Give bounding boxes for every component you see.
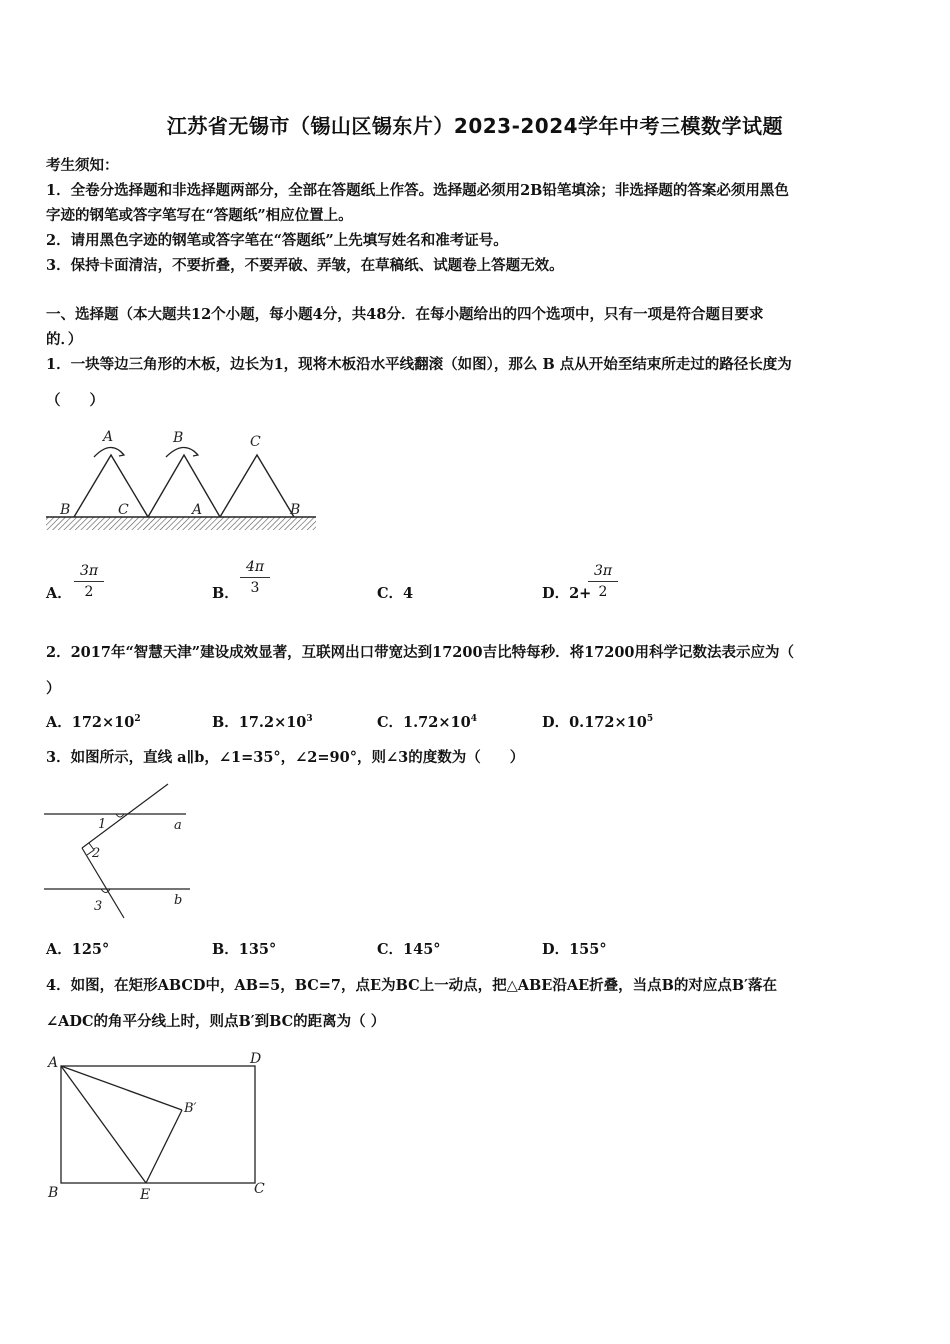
exponent: 4	[470, 714, 477, 725]
question-2-paren: ）	[46, 680, 61, 697]
q2-option-c	[377, 711, 477, 732]
q2-option-a	[46, 711, 141, 732]
q1-option-a-label: A．	[46, 585, 72, 602]
question-3-text: 3．如图所示，直线 a∥b，∠1=35°，∠2=90°，则∠3的度数为（ ）	[46, 749, 525, 766]
label-C-bottom: C	[118, 502, 129, 518]
option-text: C．1.72×10	[377, 714, 471, 731]
notice-item: 2．请用黑色字迹的钢笔或答字笔在“答题纸”上先填写姓名和准考证号。	[46, 232, 508, 249]
label-B-prime: B′	[184, 1101, 197, 1116]
q3-option-d: D．155°	[542, 941, 607, 958]
q1-rolling-triangle-figure	[44, 425, 320, 535]
label-C: C	[254, 1181, 265, 1197]
label-E: E	[140, 1187, 151, 1203]
q1-option-d-label: D．2+	[542, 585, 592, 602]
notice-item: 字迹的钢笔或答字笔写在“答题纸”相应位置上。	[46, 207, 353, 224]
q3-option-a: A．125°	[46, 941, 110, 958]
label-C-top: C	[250, 434, 261, 450]
section-heading-cont: 的．）	[46, 331, 83, 348]
exponent: 3	[306, 714, 313, 725]
q1-option-c: C．4	[377, 585, 414, 602]
segment-B-prime-E	[146, 1110, 182, 1183]
transversal-upper	[82, 784, 168, 848]
notice-item: 1．全卷分选择题和非选择题两部分，全部在答题纸上作答。选择题必须用2B铅笔填涂；非选择题的答案必须用黑色	[46, 182, 789, 199]
option-text: A．172×10	[46, 714, 135, 731]
exponent: 2	[134, 714, 141, 725]
label-B-left: B	[60, 502, 71, 518]
question-4-text: 4．如图，在矩形ABCD中，AB=5，BC=7，点E为BC上一动点，把△ABE沿AE折叠，当点B的对应点B′落在	[46, 977, 777, 994]
q3-parallel-lines-figure	[44, 780, 194, 920]
option-text: B．17.2×10	[212, 714, 307, 731]
q2-option-d	[542, 711, 653, 732]
angle-label-2: 2	[92, 846, 101, 861]
q2-option-b	[212, 711, 313, 732]
label-A-top: A	[103, 429, 114, 445]
angle-label-1: 1	[98, 817, 107, 832]
numerator: 4π	[240, 559, 270, 578]
line-label-b: b	[174, 893, 183, 908]
option-text: D．0.172×10	[542, 714, 647, 731]
label-B-right: B	[290, 502, 301, 518]
question-1-text: 1．一块等边三角形的木板，边长为1，现将木板沿水平线翻滚（如图），那么 B 点从开始至结束所走过的路径长度为	[46, 356, 792, 373]
angle-label-3: 3	[94, 899, 103, 914]
numerator: 3π	[588, 563, 618, 582]
ground-hatch	[46, 517, 316, 530]
line-label-a: a	[174, 818, 182, 833]
question-4-text-cont: ∠ADC的角平分线上时，则点B′到BC的距离为（ ）	[46, 1013, 386, 1030]
denominator: 2	[598, 584, 608, 600]
segment-AB-prime	[61, 1066, 182, 1110]
q3-option-c: C．145°	[377, 941, 441, 958]
label-A: A	[48, 1055, 59, 1071]
triangle-3	[220, 455, 294, 517]
question-2-text: 2．2017年“智慧天津”建设成效显著，互联网出口带宽达到17200吉比特每秒．将17200用科学记数法表示应为（	[46, 644, 795, 661]
page-title: 江苏省无锡市（锡山区锡东片）2023-2024学年中考三模数学试题	[166, 114, 784, 138]
numerator: 3π	[74, 563, 104, 582]
q1-option-b-label: B．	[212, 585, 239, 602]
q1-option-d-fraction	[588, 563, 618, 600]
triangle-1	[74, 455, 148, 517]
label-B: B	[48, 1185, 59, 1201]
label-A-bottom: A	[192, 502, 203, 518]
notice-item: 3．保持卡面清洁，不要折叠，不要弄破、弄皱，在草稿纸、试题卷上答题无效。	[46, 257, 564, 274]
transversal-lower	[82, 848, 124, 918]
label-D: D	[250, 1051, 262, 1067]
q1-option-a-fraction	[74, 563, 104, 600]
denominator: 3	[250, 580, 260, 596]
section-heading: 一、选择题（本大题共12个小题，每小题4分，共48分．在每小题给出的四个选项中，只有一项是符合题目要求	[46, 306, 764, 323]
notice-heading: 考生须知：	[46, 157, 119, 174]
arrowhead-icon	[119, 451, 124, 456]
q3-option-b: B．135°	[212, 941, 277, 958]
exponent: 5	[646, 714, 654, 725]
question-1-paren: （ ）	[46, 392, 104, 409]
triangle-2	[148, 455, 220, 517]
label-B-top: B	[173, 430, 184, 446]
segment-AE	[61, 1066, 146, 1183]
rectangle-ABCD	[61, 1066, 255, 1183]
denominator: 2	[84, 584, 94, 600]
q1-option-b-fraction	[240, 559, 270, 596]
q4-rectangle-figure	[44, 1045, 276, 1205]
